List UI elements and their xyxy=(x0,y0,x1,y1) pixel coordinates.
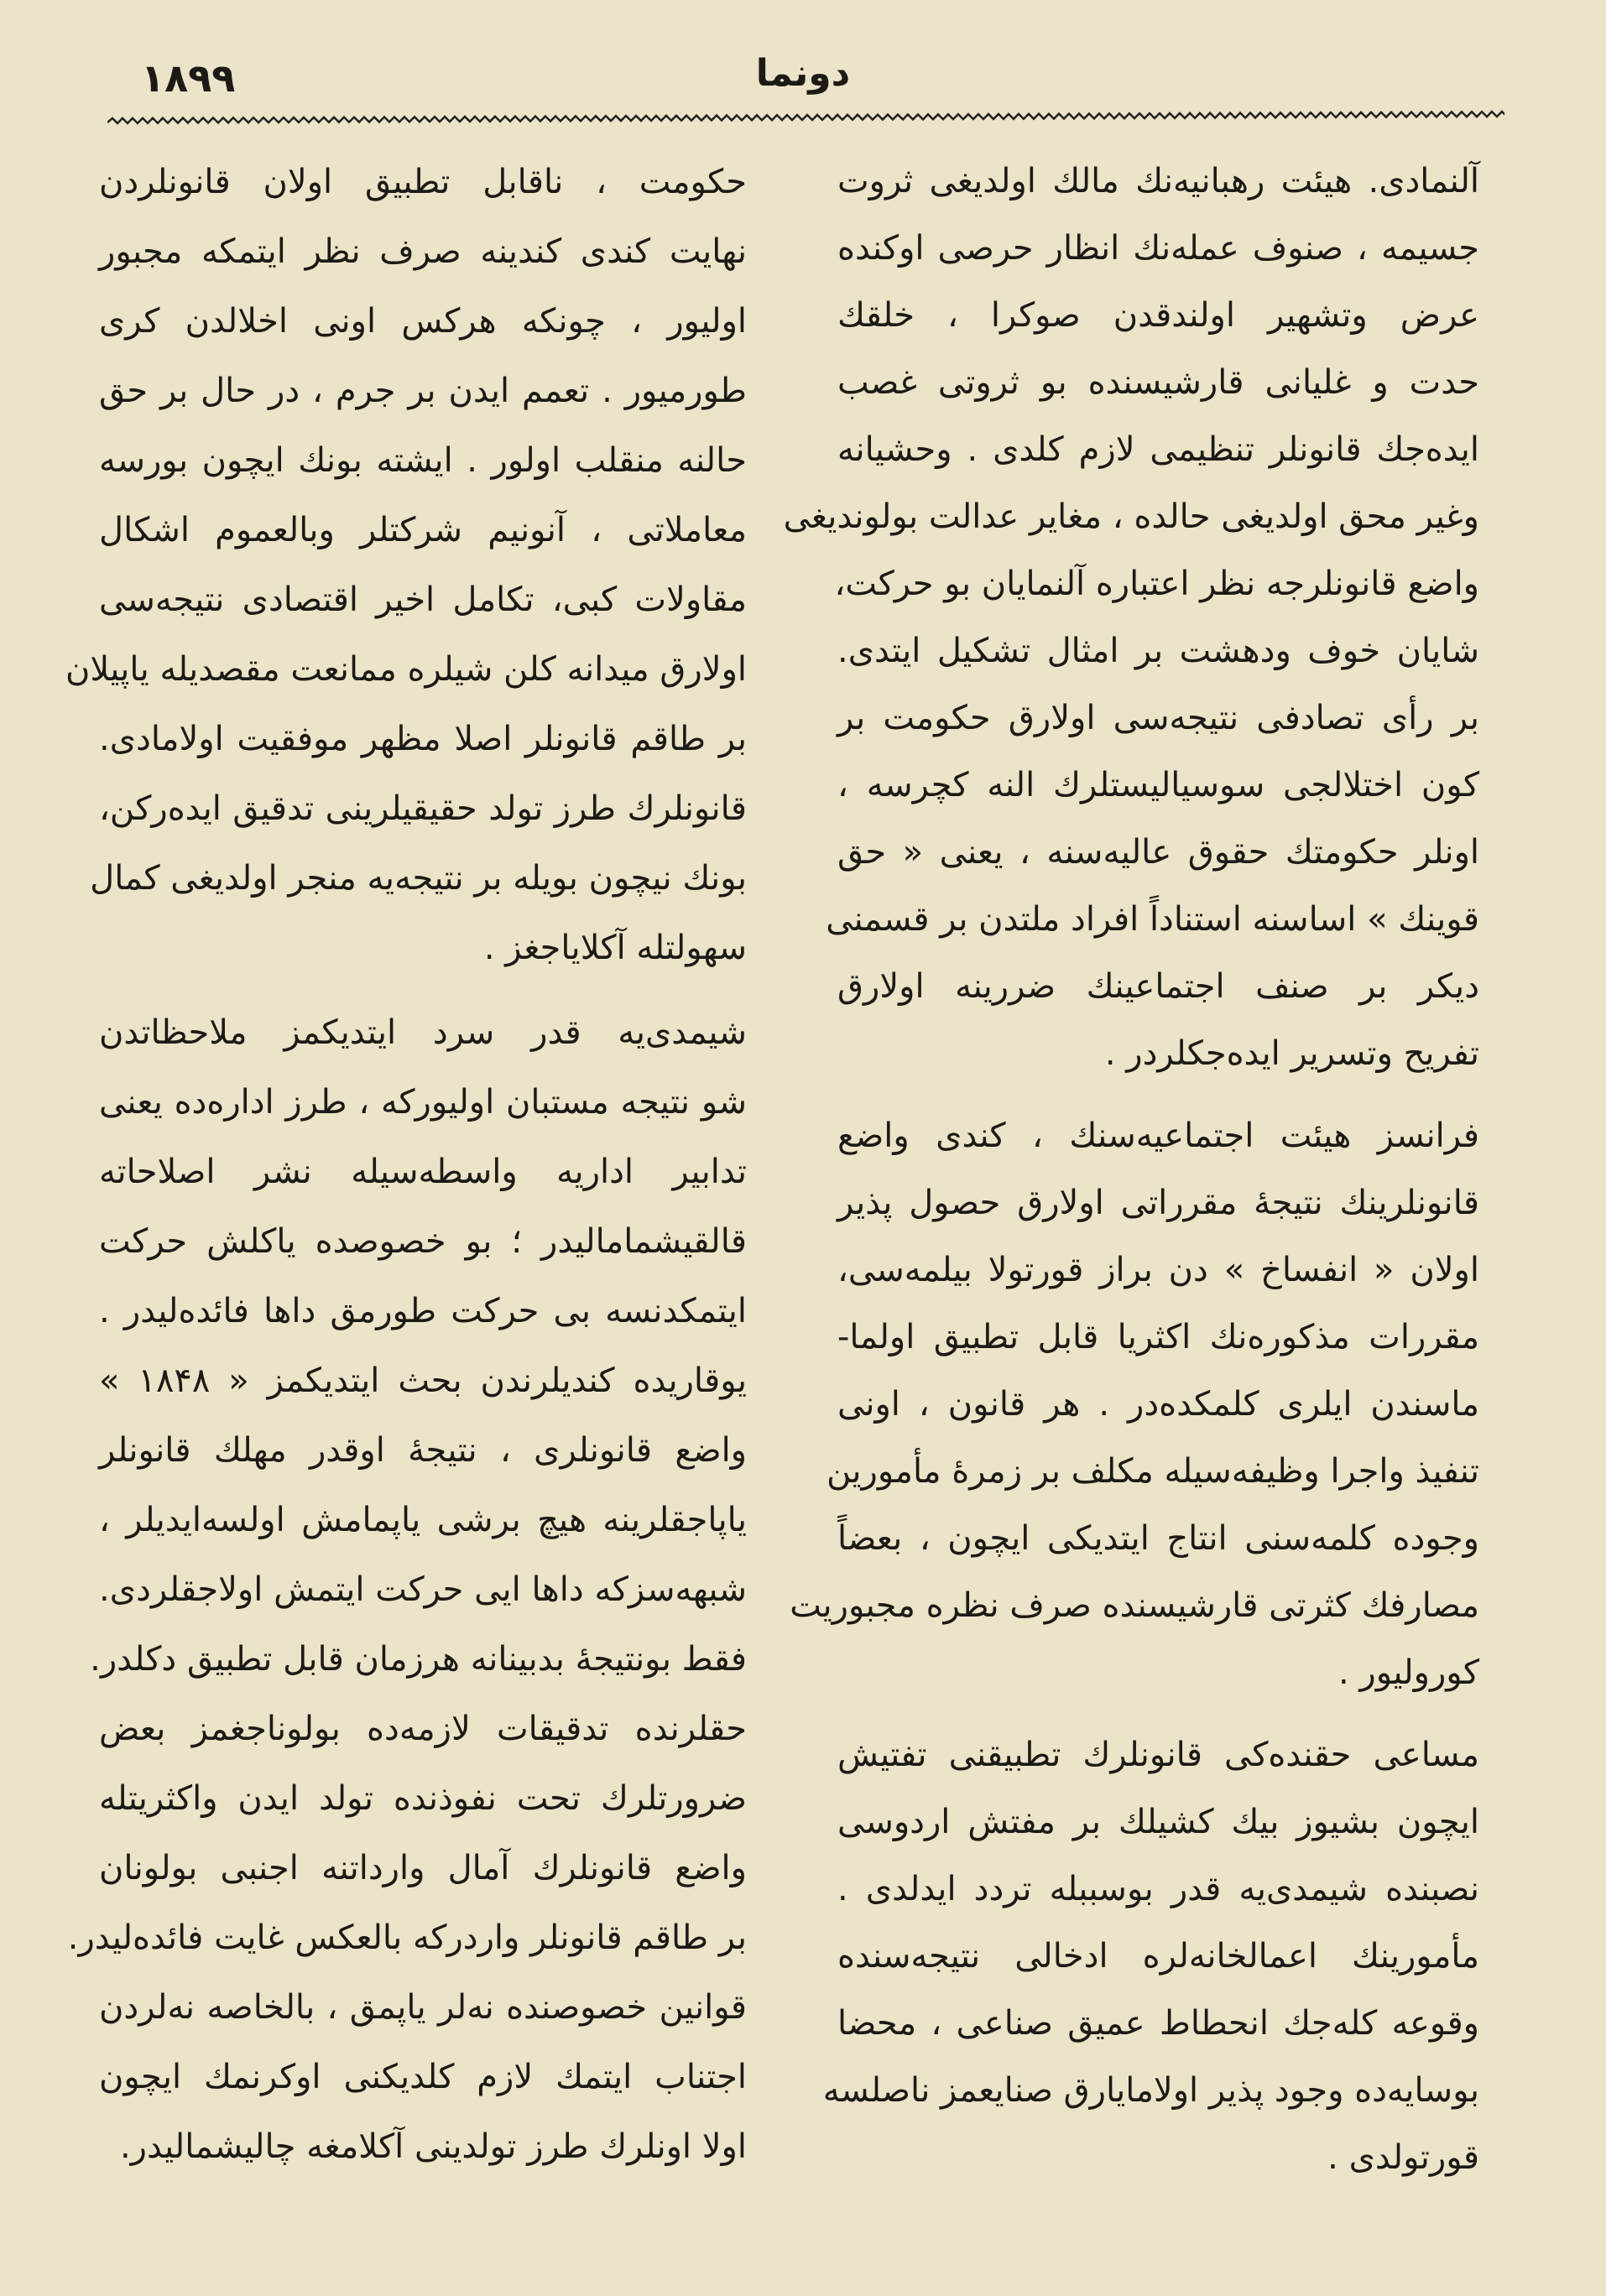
text-line: قانونلرینك نتیجهٔ مقرراتی اولارق حصول پذیر xyxy=(837,1184,1479,1222)
text-line: ایده‌جك قانونلر تنظیمی لازم کلدی . وحشیانه xyxy=(837,430,1479,469)
text-line: اجتناب ایتمك لازم کلدیکنی اوکرنمك ایچون xyxy=(99,2058,747,2096)
text-line: فرانسز هیئت اجتماعیه‌سنك ، کندی واضع xyxy=(837,1117,1479,1155)
text-line: اولا اونلرك طرز تولدینی آکلامغه چالیشمالیدر. xyxy=(119,2127,747,2166)
text-line: ایتمکدنسه بی حرکت طورمق داها فائده‌لیدر . xyxy=(99,1292,747,1330)
text-line: اولان « انفساخ » دن براز قورتولا بیلمه‌سی، xyxy=(837,1251,1479,1289)
text-line: مقاولات کبی، تکامل اخیر اقتصادی نتیجه‌سی xyxy=(99,581,747,619)
text-line: بونك نیچون بویله بر نتیجه‌یه منجر اولدیغی کمال xyxy=(90,859,747,898)
text-line: مأمورینك اعمالخانه‌لره ادخالی نتیجه‌سنده xyxy=(837,1937,1479,1976)
paragraph xyxy=(783,148,1479,1087)
text-line: اونلر حکومتك حقوق عالیه‌سنه ، یعنی « حق xyxy=(837,833,1479,872)
text-line: مقررات مذکوره‌نك اکثریا قابل تطبیق اولما- xyxy=(837,1318,1479,1356)
text-line: شو نتیجه مستبان اولیورکه ، طرز اداره‌ده یعنی xyxy=(99,1083,747,1122)
text-line: کون اختلالجی سوسیالیستلرك النه کچرسه ، xyxy=(837,766,1479,804)
text-line: حدت و غلیانی قارشیسنده بو ثروتی غصب xyxy=(837,363,1479,402)
text-line: بر طاقم قانونلر واردرکه بالعکس غایت فائده‌لیدر. xyxy=(67,1919,747,1957)
text-line: عرض وتشهیر اولندقدن صوکرا ، خلقك xyxy=(837,296,1479,335)
text-line: کوروليور . xyxy=(1337,1653,1479,1692)
column-right xyxy=(783,148,1479,2206)
text-line: بر طاقم قانونلر اصلا مظهر موفقیت اولامادی. xyxy=(99,720,747,758)
text-line: تنفیذ واجرا وظیفه‌سیله مکلف بر زمرهٔ مأمورین xyxy=(826,1452,1479,1491)
text-line: قورتولدی . xyxy=(1327,2138,1479,2177)
text-line: حکومت ، ناقابل تطبیق اولان قانونلردن xyxy=(99,163,747,201)
text-line: بر رأی تصادفی نتیجه‌سی اولارق حکومت بر xyxy=(837,699,1479,737)
text-line: معاملاتی ، آنونیم شرکتلر وبالعموم اشکال xyxy=(99,511,747,549)
text-line: قوانین خصوصنده نه‌لر یاپمق ، بالخاصه نه‌لردن xyxy=(99,1988,747,2027)
text-line: واضع قانونلری ، نتیجهٔ اوقدر مهلك قانونلر xyxy=(99,1431,747,1470)
text-line: طورمیور . تعمم ایدن بر جرم ، در حال بر حق xyxy=(99,372,747,410)
text-line: یاپاجقلرینه هیچ برشی یاپمامش اولسه‌ایدیلر ، xyxy=(99,1501,747,1539)
paragraph xyxy=(67,998,747,2182)
running-title: دونما xyxy=(755,52,851,95)
text-line: تفریح وتسریر ایده‌جکلردر . xyxy=(1104,1034,1479,1073)
text-line: دیکر بر صنف اجتماعینك ضررینه اولارق xyxy=(837,967,1479,1006)
text-line: مساعی حقنده‌کی قانونلرك تطبیقنی تفتیش xyxy=(837,1736,1479,1774)
text-line: مصارفك کثرتی قارشیسنده صرف نظره مجبوریت xyxy=(790,1586,1479,1625)
text-line: نهایت کندی کندینه صرف نظر ایتمکه مجبور xyxy=(99,232,747,271)
text-line: قانونلرك طرز تولد حقیقیلرینی تدقیق ایده‌رکن، xyxy=(99,789,747,828)
text-line: قالقیشمامالیدر ؛ بو خصوصده یاکلش حرکت xyxy=(99,1222,747,1261)
text-line: یوقاریده کندیلرندن بحث ایتدیکمز « ۱۸۴۸ » xyxy=(99,1361,747,1400)
text-line: وجوده کلمه‌سنی انتاج ایتدیکی ایچون ، بعضاً xyxy=(837,1519,1479,1558)
text-line: اولارق میدانه کلن شیلره ممانعت مقصدیله یاپیلان xyxy=(65,650,747,689)
text-line: ضرورتلرك تحت نفوذنده تولد ایدن واکثریتله xyxy=(99,1779,747,1818)
text-line: تدابیر اداریه واسطه‌سیله نشر اصلاحاته xyxy=(99,1153,747,1191)
text-line: قوینك » اساسنه استناداً افراد ملتدن بر قسمنی xyxy=(826,900,1479,939)
wavy-header-rule xyxy=(107,107,1504,128)
text-line: اولیور ، چونکه هرکس اونی اخلالدن کری xyxy=(99,302,747,341)
paragraph xyxy=(790,1102,1479,1706)
text-line: وقوعه کله‌جك انحطاط عمیق صناعی ، محضا xyxy=(837,2004,1479,2043)
text-line: فقط بونتیجهٔ بدبینانه هرزمان قابل تطبیق دکلدر. xyxy=(90,1640,747,1679)
paragraph xyxy=(65,148,747,983)
page-number: ١٨٩٩ xyxy=(141,55,236,101)
text-line: سهولتله آکلایاجغز . xyxy=(483,929,747,967)
text-line: وغیر محق اولدیغی حالده ، مغایر عدالت بولوندیغی xyxy=(783,497,1479,536)
paragraph xyxy=(822,1721,1479,2191)
text-line: ایچون بشیوز بیك کشیلك بر مفتش اردوسی xyxy=(837,1803,1479,1841)
column-left xyxy=(65,148,747,2197)
text-line: آلنمادی. هیئت رهبانیه‌نك مالك اولدیغی ثروت xyxy=(837,162,1479,200)
text-line: بوسایه‌ده وجود پذیر اولامایارق صنایعمز ناصلسه xyxy=(822,2071,1479,2110)
text-line: جسیمه ، صنوف عمله‌نك انظار حرصی اوکنده xyxy=(837,229,1479,268)
text-line: حالنه منقلب اولور . ایشته بونك ایچون بورسه xyxy=(99,441,747,480)
text-line: حقلرنده تدقیقات لازمه‌ده بولوناجغمز بعض xyxy=(99,1710,747,1748)
text-line: ماسندن ایلری کلمکده‌در . هر قانون ، اونی xyxy=(837,1385,1479,1424)
text-line: واضع قانونلرجه نظر اعتباره آلنمایان بو حرکت، xyxy=(834,565,1479,603)
text-line: شبهه‌سزکه داها ایی حرکت ایتمش اولاجقلردی. xyxy=(99,1570,747,1609)
text-line: واضع قانونلرك آمال وارداتنه اجنبی بولونان xyxy=(99,1849,747,1887)
text-line: شایان خوف ودهشت بر امثال تشکیل ایتدی. xyxy=(837,632,1479,670)
text-line: شیمدی‌یه قدر سرد ایتدیکمز ملاحظاتدن xyxy=(99,1013,747,1052)
text-line: نصبنده شیمدی‌یه قدر بوسببله تردد ایدلدی . xyxy=(837,1870,1479,1908)
